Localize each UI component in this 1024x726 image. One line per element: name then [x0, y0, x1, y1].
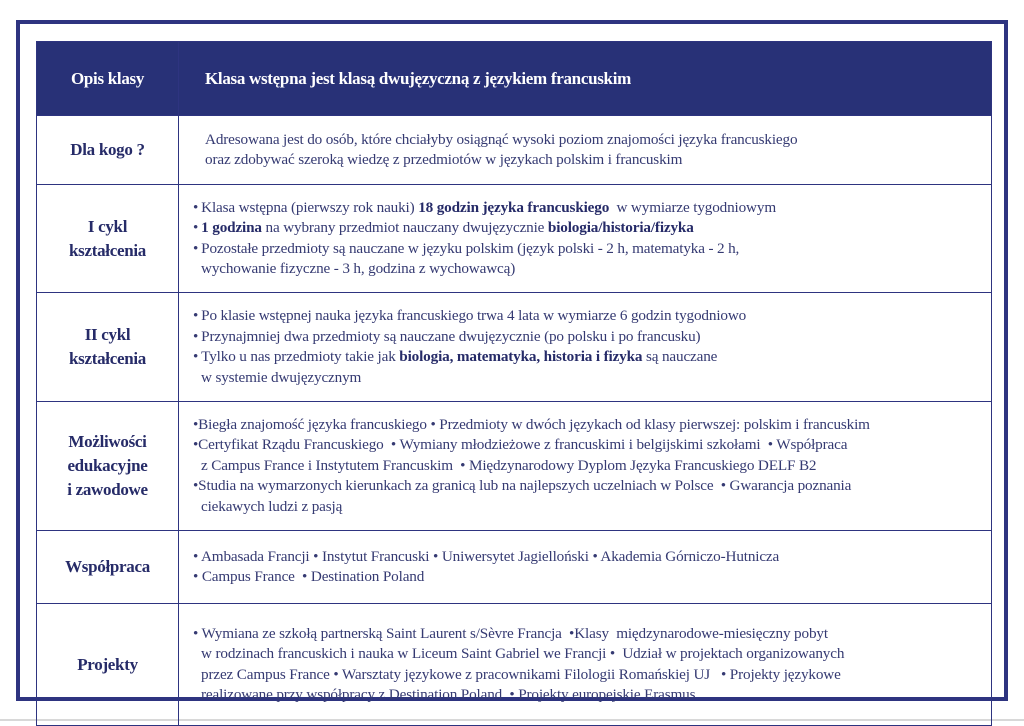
row-label-line: Możliwości	[68, 432, 147, 451]
row-label	[37, 293, 179, 402]
content-line: •Certyfikat Rządu Francuskiego • Wymiany młodzieżowe z francuskimi i belgijskimi szkołami • Współpraca	[193, 436, 848, 454]
bullet-icon: •	[193, 219, 199, 236]
row-label-line: kształcenia	[69, 349, 146, 368]
content-line: w rodzinach francuskich i nauka w Liceum Saint Gabriel we Francji • Udział w projektach organizowanych	[201, 645, 845, 662]
item-text: Pozostałe przedmioty są nauczane w języku polskim (język polski - 2 h, matematyka - 2 h,	[201, 239, 740, 257]
list-item	[193, 198, 983, 219]
bullet-icon: •	[193, 327, 199, 345]
content-line: • Wymiana ze szkołą partnerską Saint Laurent s/Sèvre Francja •Klasy międzynarodowe-miesięczny pobyt	[193, 624, 828, 642]
list-item	[193, 218, 983, 239]
table-row-ii-cykl	[37, 293, 992, 402]
table-row-mozliwosci	[37, 402, 992, 531]
item-bold-text: biologia, matematyka, historia i fizyka	[399, 348, 643, 365]
content-line: ciekawych ludzi z pasją	[201, 497, 343, 515]
item-text: Klasa wstępna (pierwszy rok nauki)	[201, 198, 419, 216]
row-content	[179, 116, 992, 185]
content-line: •Studia na wymarzonych kierunkach za granicą lub na najlepszych uczelniach w Polsce • Gwarancja poznania	[193, 477, 852, 495]
table-row-dla-kogo	[37, 116, 992, 185]
content-line: • Campus France • Destination Poland	[193, 568, 425, 585]
list-item-continuation: wychowanie fizyczne - 3 h, godzina z wychowawcą)	[201, 260, 516, 277]
row-content	[179, 604, 992, 726]
content-line: Adresowana jest do osób, które chciałyby osiągnąć wysoki poziom znajomości języka francuskiego	[205, 130, 798, 148]
row-label: Projekty	[37, 604, 179, 726]
list-item	[193, 327, 983, 348]
content-line: przez Campus France • Warsztaty językowe z pracownikami Filologii Romańskiej UJ • Projekty językowe	[201, 665, 841, 683]
bullet-icon: •	[193, 348, 199, 365]
row-label-line: kształcenia	[69, 240, 146, 260]
content-line: z Campus France i Instytutem Francuskim • Międzynarodowy Dyplom Języka Francuskiego DELF B2	[201, 456, 817, 474]
item-text: są nauczane	[642, 348, 718, 365]
content-line: •Biegła znajomość języka francuskiego • Przedmioty w dwóch językach od klasy pierwszej: polskim i francuskim	[193, 415, 870, 433]
row-label	[37, 185, 179, 293]
list-item	[193, 347, 983, 368]
table-header-row	[37, 42, 992, 116]
bullet-icon: •	[193, 239, 199, 257]
content-line: oraz zdobywać szeroką wiedzę z przedmiotów w językach polskim i francuskim	[205, 151, 683, 168]
table-row-projekty	[37, 604, 992, 726]
item-text: w wymiarze tygodniowym	[609, 198, 776, 216]
list-item-continuation: w systemie dwujęzycznym	[201, 368, 362, 386]
item-text: Po klasie wstępnej nauka języka francuskiego trwa 4 lata w wymiarze 6 godzin tygodniowo	[201, 307, 747, 324]
row-label-line: II cykl	[84, 325, 131, 344]
class-description-table	[36, 41, 992, 726]
row-label: Dla kogo ?	[37, 116, 179, 185]
row-label-line: edukacyjne	[67, 456, 148, 475]
row-content	[179, 402, 992, 531]
row-label	[37, 402, 179, 531]
item-bold-text: 1 godzina	[201, 219, 262, 236]
row-content	[179, 185, 992, 293]
list-item	[193, 306, 983, 327]
table-row-i-cykl	[37, 185, 992, 293]
item-bold-text: biologia/historia/fizyka	[547, 219, 694, 236]
row-content	[179, 293, 992, 402]
item-text: Przynajmniej dwa przedmioty są nauczane dwujęzycznie (po polsku i po francusku)	[201, 327, 701, 345]
item-bold-text: 18 godzin języka francuskiego	[418, 198, 610, 216]
content-line: realizowane przy współpracy z Destination Poland • Projekty europejskie Erasmus	[201, 686, 696, 703]
header-title: Klasa wstępna jest klasą dwujęzyczną z językiem francuskim	[179, 42, 992, 116]
row-label: Współpraca	[37, 531, 179, 604]
table-row-wspolpraca	[37, 531, 992, 604]
header-label: Opis klasy	[37, 42, 179, 116]
item-text: Tylko u nas przedmioty takie jak	[201, 348, 400, 365]
list-item	[193, 239, 983, 260]
bullet-icon: •	[193, 198, 199, 216]
row-content	[179, 531, 992, 604]
row-label-line: i zawodowe	[67, 480, 148, 499]
row-label-line: I cykl	[87, 216, 128, 236]
bullet-icon: •	[193, 307, 199, 324]
content-line: • Ambasada Francji • Instytut Francuski • Uniwersytet Jagielloński • Akademia Górniczo-Hutnicza	[193, 547, 780, 565]
item-text: na wybrany przedmiot nauczany dwujęzycznie	[261, 219, 548, 236]
